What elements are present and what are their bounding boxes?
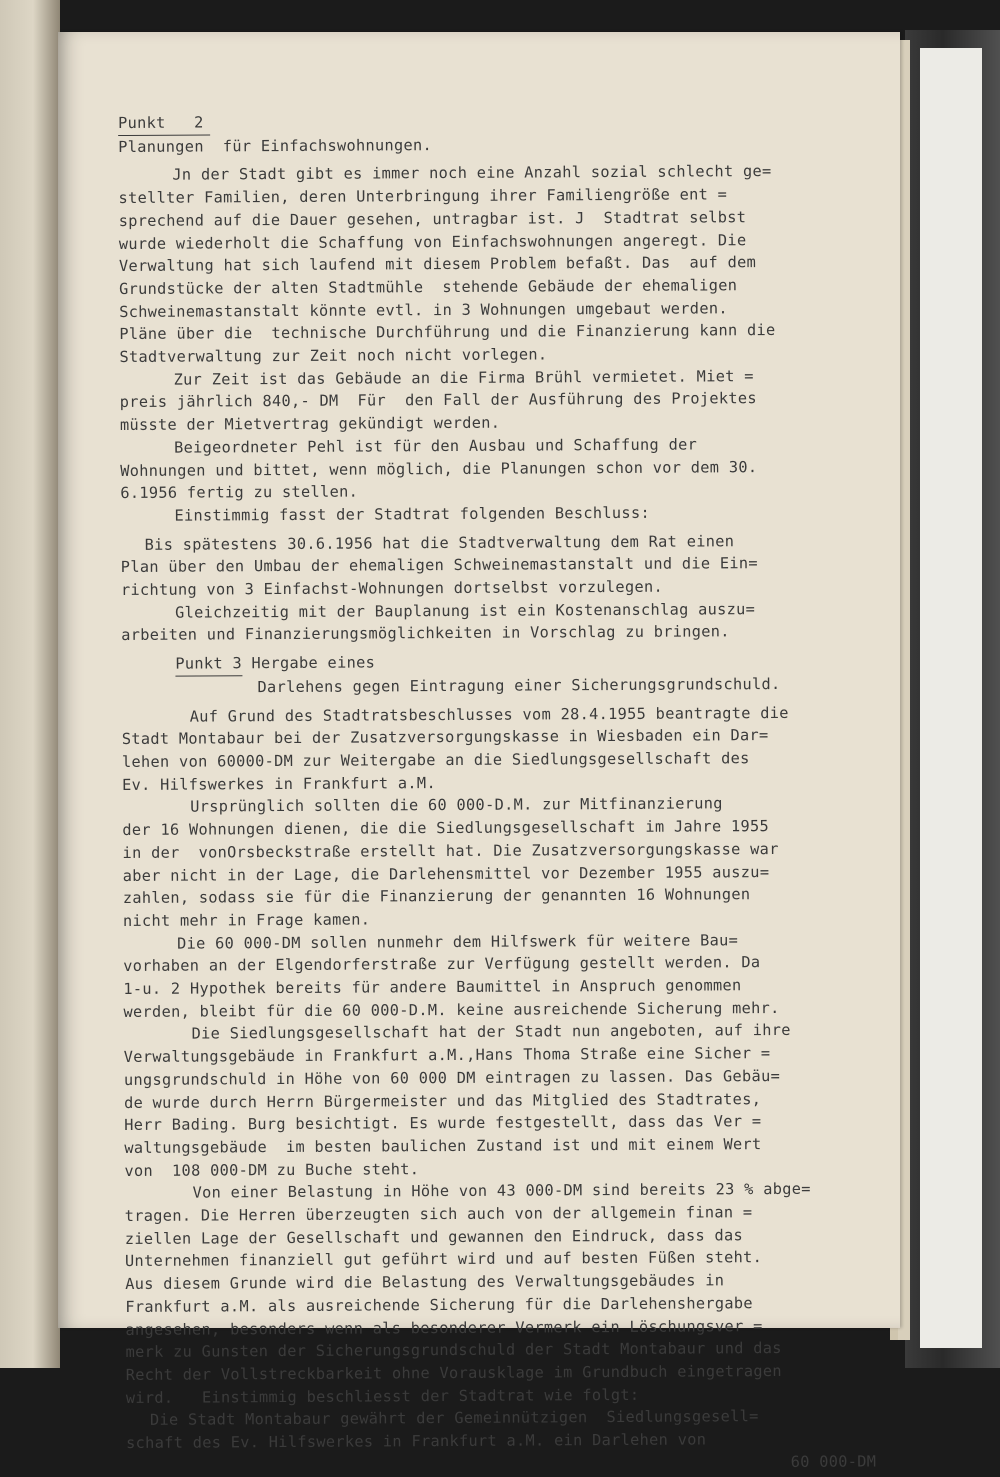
text-line: aber nicht in der Lage, die Darlehensmittel vor Dezember 1955 auszu= (122, 862, 770, 885)
punkt2-paragraph3 (120, 432, 900, 505)
text-line: richtung von 3 Einfachst-Wohnungen dortselbst vorzulegen. (120, 577, 664, 600)
text-line: Frankfurt a.M. als ausreichende Sicherung für die Darlehenshergabe (125, 1294, 753, 1316)
text-line: von 108 000-DM zu Buche steht. (124, 1159, 420, 1180)
text-line: ziellen Lage der Gesellschaft und gewannen den Eindruck, dass das (124, 1225, 744, 1248)
text-line: angesehen, besonders wenn als besonderer Vermerk ein Löschungsver = (125, 1316, 763, 1339)
text-line: Pläne über die technische Durchführung und die Finanzierung kann die (119, 321, 776, 344)
text-line: zahlen, sodass sie für die Finanzierung der genannten 16 Wohnungen (122, 885, 751, 908)
text-line: Aus diesem Grunde wird die Belastung des Verwaltungsgebäudes in (125, 1271, 725, 1294)
text-line: Die 60 000-DM sollen nunmehr dem Hilfswerk für weitere Bau= (177, 930, 739, 953)
text-line: Von einer Belastung in Höhe von 43 000-DM sind bereits 23 % abge= (192, 1180, 811, 1202)
white-end-leaf (920, 48, 982, 1348)
text-line: Ev. Hilfswerkes in Frankfurt a.M. (122, 773, 436, 794)
text-line: in der vonOrsbeckstraße erstellt hat. Die Zusatzversorgungskasse war (122, 839, 779, 862)
text-line: Plan über den Umbau der ehemaligen Schweinemastanstalt und die Ein= (120, 554, 758, 577)
text-line: merk zu Gunsten der Sicherungsgrundschuld der Stadt Montabaur und das (125, 1339, 782, 1362)
text-line: lehen von 60000-DM zur Weitergabe an die Siedlungsgesellschaft des (121, 749, 750, 771)
facing-page-edge (0, 0, 60, 1368)
text-line: nicht mehr in Frage kamen. (122, 910, 371, 930)
text-line: waltungsgebäude im besten baulichen Zustand ist und mit einem Wert (124, 1135, 762, 1157)
punkt3-paragraph4 (124, 1019, 905, 1183)
text-line: Verwaltung hat sich laufend mit diesem Problem befaßt. Das auf dem (118, 253, 757, 276)
text-line: Schweinemastanstalt könnte evtl. in 3 Wohnungen umgebaut werden. (119, 298, 728, 321)
text-line: tragen. Die Herren überzeugten sich auch von der allgemein finan = (124, 1203, 753, 1226)
punkt3-paragraph5 (125, 1178, 906, 1387)
text-line: Jn der Stadt gibt es immer noch eine Anzahl sozial schlecht ge= (172, 162, 772, 185)
text-line: Stadtverwaltung zur Zeit noch nicht vorlegen. (119, 345, 548, 367)
text-line: Die Stadt Montabaur gewährt der Gemeinnützigen Siedlungsgesell= (149, 1407, 759, 1430)
text-line: schaft des Ev. Hilfswerkes in Frankfurt a.M. ein Darlehen von (126, 1430, 707, 1453)
text-line: stellter Familien, deren Unterbringung ihrer Familiengröße ent = (118, 185, 728, 208)
punkt3-wird: wird. (125, 1388, 174, 1407)
punkt3-decision-intro: Einstimmig beschliesst der Stadtrat wie folgt: (201, 1385, 640, 1407)
punkt3-paragraph1 (122, 701, 903, 797)
text-line: Wohnungen und bittet, wenn möglich, die Planungen schon vor dem 30. (120, 457, 758, 480)
text-line: 1-u. 2 Hypothek bereits für andere Baumittel in Anspruch genommen (123, 976, 742, 998)
punkt2-heading: Punkt 2 (118, 111, 210, 135)
text-line: Unternehmen finanziell gut geführt wird und auf besten Füßen steht. (124, 1248, 763, 1271)
punkt3-subheading: Darlehens gegen Eintragung einer Sicherungsgrundschuld. (257, 674, 781, 697)
text-line: Verwaltungsgebäude in Frankfurt a.M.,Hans Thoma Straße eine Sicher = (123, 1044, 771, 1067)
text-line: müsste der Mietvertrag gekündigt werden. (119, 413, 501, 435)
punkt2-decision-intro: Einstimmig fasst der Stadtrat folgenden Beschluss: (174, 503, 650, 525)
text-line: preis jährlich 840,- DM Für den Fall der Ausführung des Projektes (119, 389, 757, 412)
text-line: Recht der Vollstreckbarkeit ohne Vorausklage im Grundbuch eingetragen (125, 1361, 782, 1384)
punkt3-decision (126, 1405, 906, 1477)
text-line: Gleichzeitig mit der Bauplanung ist ein Kostenanschlag auszu= (175, 599, 756, 622)
punkt3-paragraph2 (122, 792, 903, 933)
punkt2-subheading: Planungen für Einfachswohnungen. (118, 135, 433, 156)
text-line: Herr Bading. Burg besichtigt. Es wurde festgestellt, dass das Ver = (124, 1112, 762, 1135)
punkt3-heading-rest: Hergabe eines (241, 653, 376, 673)
text-line: Die Siedlungsgesellschaft hat der Stadt nun angeboten, auf ihre (191, 1021, 791, 1043)
text-line: Bis spätestens 30.6.1956 hat die Stadtverwaltung dem Rat einen (144, 531, 735, 554)
text-line: arbeiten und Finanzierungsmöglichkeiten in Vorschlag zu bringen. (121, 622, 730, 645)
punkt3-paragraph3 (123, 928, 904, 1024)
page-text (118, 107, 906, 1477)
text-line: sprechend auf die Dauer gesehen, untragbar ist. J Stadtrat selbst (118, 207, 747, 230)
text-line: Auf Grund des Stadtratsbeschlusses vom 28.4.1955 beantragte die (189, 703, 789, 726)
text-line: Stadt Montabaur bei der Zusatzversorgungskasse in Wiesbaden ein Dar= (121, 726, 769, 749)
text-line: Ursprünglich sollten die 60 000-D.M. zur Mitfinanzierung (190, 794, 723, 816)
punkt2-decision (121, 529, 902, 647)
text-line: 6.1956 fertig zu stellen. (120, 482, 359, 503)
text-line: ungsgrundschuld in Höhe von 60 000 DM eintragen zu lassen. Das Gebäu= (123, 1066, 781, 1089)
punkt2-paragraph1 (118, 160, 899, 369)
text-line: vorhaben an der Elgendorferstraße zur Verfügung gestellt werden. Da (123, 953, 761, 976)
punkt3-heading: Punkt 3 (175, 652, 242, 676)
text-line: Zur Zeit ist das Gebäude an die Firma Brühl vermietet. Miet = (173, 366, 754, 389)
punkt2-paragraph2 (120, 364, 900, 437)
text-line: wurde wiederholt die Schaffung von Einfachswohnungen angeregt. Die (118, 230, 747, 253)
text-line: der 16 Wohnungen dienen, die die Siedlungsgesellschaft im Jahre 1955 (122, 817, 770, 840)
text-line: de wurde durch Herrn Bürgermeister und das Mitglied des Stadtrates, (123, 1089, 762, 1112)
text-line: werden, bleibt für die 60 000-D.M. keine ausreichende Sicherung mehr. (123, 998, 780, 1021)
punkt3-amount: 60 000-DM (790, 1452, 877, 1471)
text-line: Grundstücke der alten Stadtmühle stehende Gebäude der ehemaligen (119, 276, 738, 298)
text-line: Beigeordneter Pehl ist für den Ausbau und Schaffung der (173, 435, 698, 457)
